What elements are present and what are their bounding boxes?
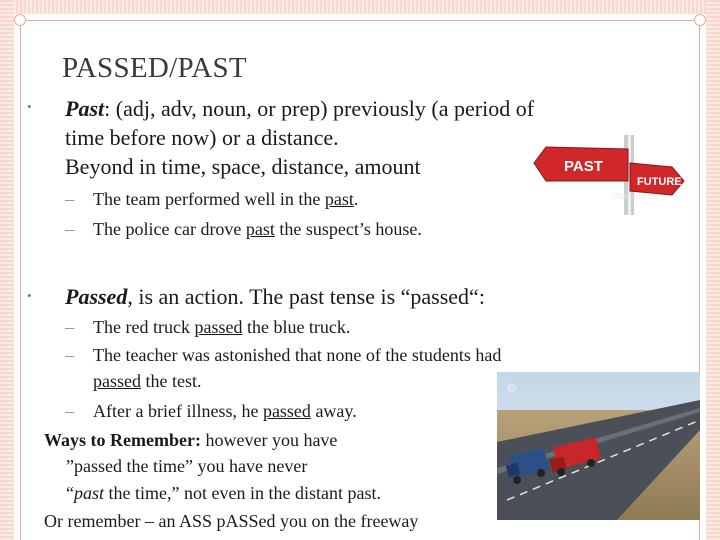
ways-label: Ways to Remember: [44, 430, 201, 450]
bullet-marker: • [27, 288, 32, 303]
example-teacher-line1: – The teacher was astonished that none of the students had [65, 345, 502, 365]
ways-to-remember-line1: Ways to Remember: however you have [44, 430, 338, 450]
bullet-passed-line: Passed, is an action. The past tense is “passed“: [65, 284, 485, 309]
bullet-past-line2: time before now) or a distance. [65, 125, 339, 150]
bullet-marker: • [27, 99, 32, 114]
example-red-truck: – The red truck passed the blue truck. [65, 317, 351, 337]
ways-to-remember-line3: “past the time,” not even in the distant past. [66, 483, 381, 503]
slide-title: PASSED/PAST [62, 52, 247, 84]
example-police-past: – The police car drove past the suspect’s house. [65, 219, 422, 239]
sign-watermark: iStockphoto [612, 192, 654, 201]
frame-corner-top-left [14, 14, 26, 26]
example-teacher-line2: passed the test. [93, 371, 202, 391]
bullet-past-line3: Beyond in time, space, distance, amount [65, 154, 421, 179]
example-illness: – After a brief illness, he passed away. [65, 401, 357, 421]
frame-corner-top-right [694, 14, 706, 26]
border-stripe-left [0, 0, 14, 540]
term-past: Past [65, 96, 105, 121]
term-passed: Passed [65, 284, 128, 309]
example-team-past: – The team performed well in the past. [65, 189, 359, 209]
bullet-past-line1: Past: (adj, adv, noun, or prep) previously (a period of [65, 96, 535, 121]
border-stripe-right [706, 0, 720, 540]
trucks-highway-photo [497, 372, 700, 520]
ways-to-remember-line2: ”passed the time” you have never [66, 456, 308, 476]
border-stripe-top [0, 0, 720, 14]
photo-watermark: © [507, 381, 516, 395]
sign-future-text: FUTURE [637, 176, 682, 188]
ways-to-remember-line4: Or remember – an ASS pASSed you on the freeway [44, 511, 419, 531]
past-future-sign-image [520, 135, 686, 215]
sign-past-text: PAST [564, 158, 603, 175]
